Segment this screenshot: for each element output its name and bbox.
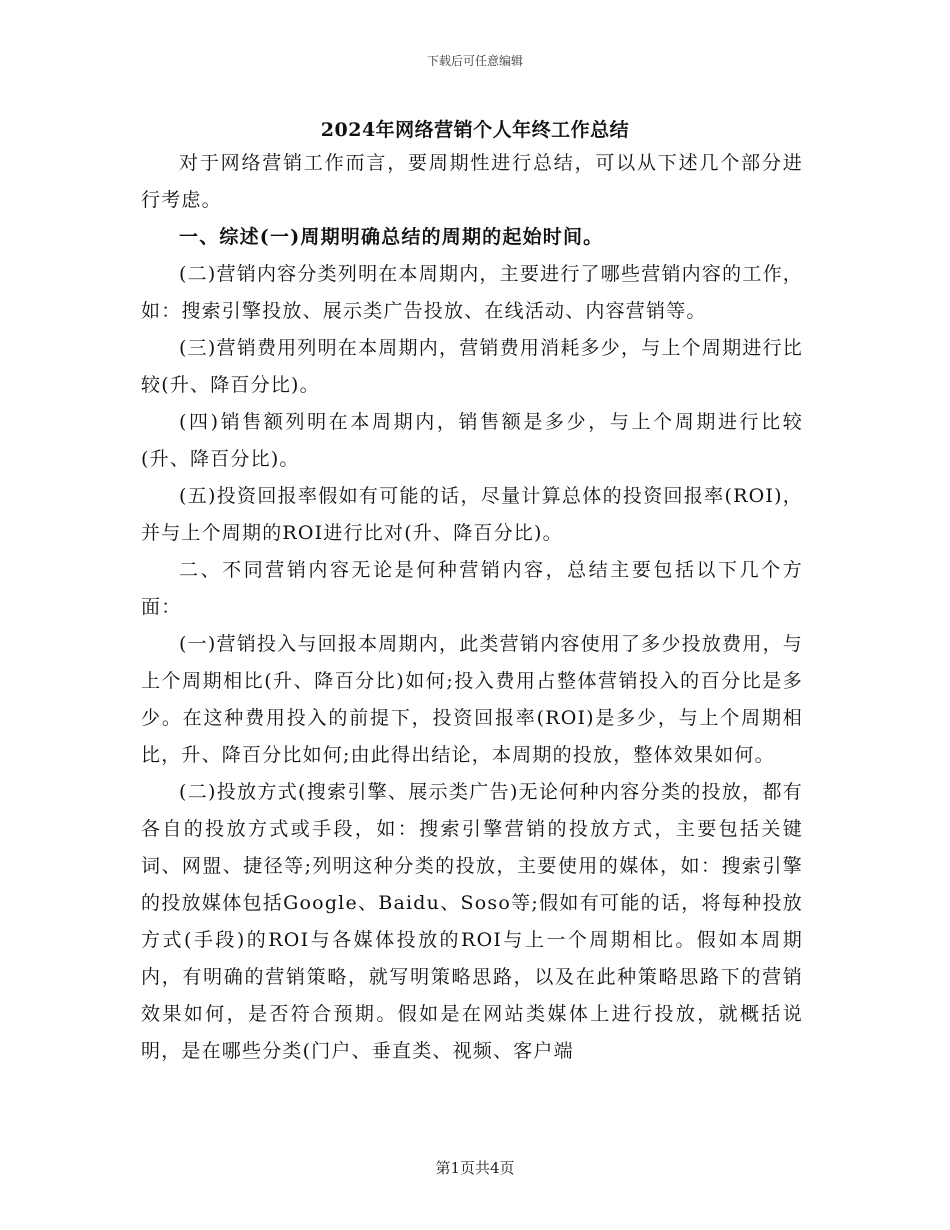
section-heading-overview: 一、综述(一)周期明确总结的周期的起始时间。 <box>179 226 604 248</box>
paragraph-marketing-costs: (三)营销费用列明在本周期内，营销费用消耗多少，与上个周期进行比较(升、降百分比)。 <box>141 337 803 396</box>
paragraph-intro: 对于网络营销工作而言，要周期性进行总结，可以从下述几个部分进行考虑。 <box>141 152 803 211</box>
document-title: 2024年网络营销个人年终工作总结 <box>320 119 630 141</box>
section-heading-content-types: 二、不同营销内容无论是何种营销内容，总结主要包括以下几个方面： <box>141 559 803 618</box>
paragraph-placement-methods: (二)投放方式(搜索引擎、展示类广告)无论何种内容分类的投放，都有各自的投放方式或手段，如：搜索引擎营销的投放方式，主要包括关键词、网盟、捷径等;列明这种分类的投放，主要使用的媒体，如：搜索引擎的投放媒体包括Google、Baidu、Soso等;假如有可能的话，将每种投放方式(手段)的ROI与各媒体投放的ROI与上一个周期相比。假如本周期内，有明确的营销策略，就写明策略思路，以及在此种策略思路下的营销效果如何，是否符合预期。假如是在网站类媒体上进行投放，就概括说明，是在哪些分类(门户、垂直类、视频、客户端 <box>141 781 803 1062</box>
paragraph-investment-return: (一)营销投入与回报本周期内，此类营销内容使用了多少投放费用，与上个周期相比(升、降百分比)如何;投入费用占整体营销投入的百分比是多少。在这种费用投入的前提下，投资回报率(ROI)是多少，与上个周期相比，升、降百分比如何;由此得出结论，本周期的投放，整体效果如何。 <box>141 633 803 766</box>
page-number-footer: 第1页共4页 <box>435 1159 515 1177</box>
paragraph-content-categories: (二)营销内容分类列明在本周期内，主要进行了哪些营销内容的工作，如：搜索引擎投放、展示类广告投放、在线活动、内容营销等。 <box>141 263 803 322</box>
paragraph-sales: (四)销售额列明在本周期内，销售额是多少，与上个周期进行比较(升、降百分比)。 <box>141 411 803 470</box>
page-header: 下载后可任意编辑 <box>426 54 523 68</box>
paragraph-roi: (五)投资回报率假如有可能的话，尽量计算总体的投资回报率(ROI)，并与上个周期的ROI进行比对(升、降百分比)。 <box>141 485 803 544</box>
document-body <box>141 145 803 1070</box>
